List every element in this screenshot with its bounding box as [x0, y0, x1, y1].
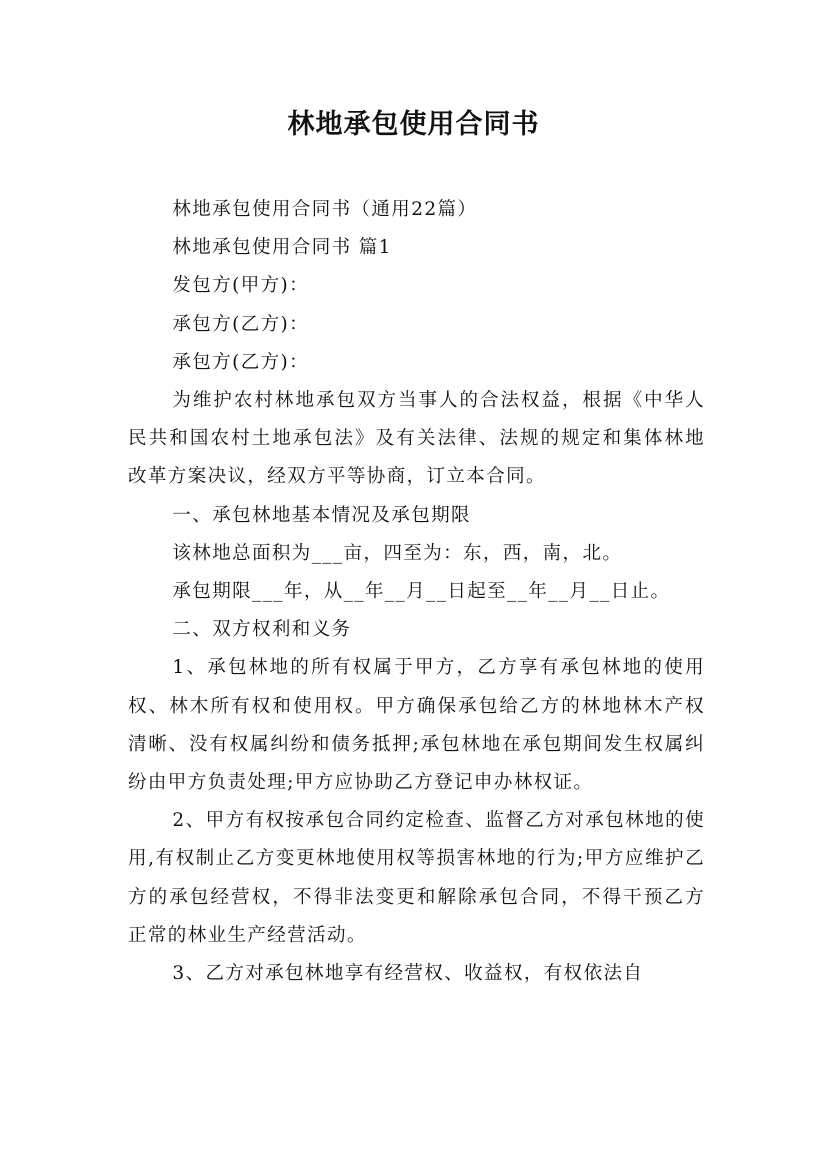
document-title: 林地承包使用合同书 — [287, 109, 540, 140]
paragraph-subtitle: 林地承包使用合同书（通用22篇） — [172, 199, 478, 220]
paragraph-heading-2: 二、双方权利和义务 — [172, 619, 352, 641]
paragraph-area: 该林地总面积为___亩，四至为：东，西，南，北。 — [172, 542, 623, 564]
paragraph-party-b: 承包方(乙方)： — [172, 313, 310, 335]
paragraph-section-heading: 林地承包使用合同书 篇1 — [172, 237, 392, 259]
paragraph-clause-3: 3、乙方对承包林地享有经营权、收益权，有权依法自 — [172, 963, 644, 985]
paragraph-term: 承包期限___年，从__年__月__日起至__年__月__日止。 — [172, 581, 671, 603]
paragraph-preamble: 为维护农村林地承包双方当事人的合法权益，根据《中华人民共和国农村土地承包法》及有关法律、法规的规定和集体林地改革方案决议，经双方平等协商，订立本合同。 — [128, 390, 705, 488]
paragraph-party-a: 发包方(甲方)： — [172, 275, 310, 297]
paragraph-clause-1: 1、承包林地的所有权属于甲方，乙方享有承包林地的使用权、林木所有权和使用权。甲方确保承包给乙方的林地林木产权清晰、没有权属纠纷和债务抵押;承包林地在承包期间发生权属纠纷由甲方负责处理;甲方应协助乙方登记申办林权证。 — [128, 657, 705, 794]
document-body — [128, 191, 705, 993]
paragraph-clause-2: 2、甲方有权按承包合同约定检查、监督乙方对承包林地的使用,有权制止乙方变更林地使用权等损害林地的行为;甲方应维护乙方的承包经营权，不得非法变更和解除承包合同，不得干预乙方正常的林业生产经营活动。 — [128, 810, 705, 946]
paragraph-heading-1: 一、承包林地基本情况及承包期限 — [172, 504, 471, 526]
paragraph-party-b-repeat: 承包方(乙方)： — [172, 351, 310, 373]
